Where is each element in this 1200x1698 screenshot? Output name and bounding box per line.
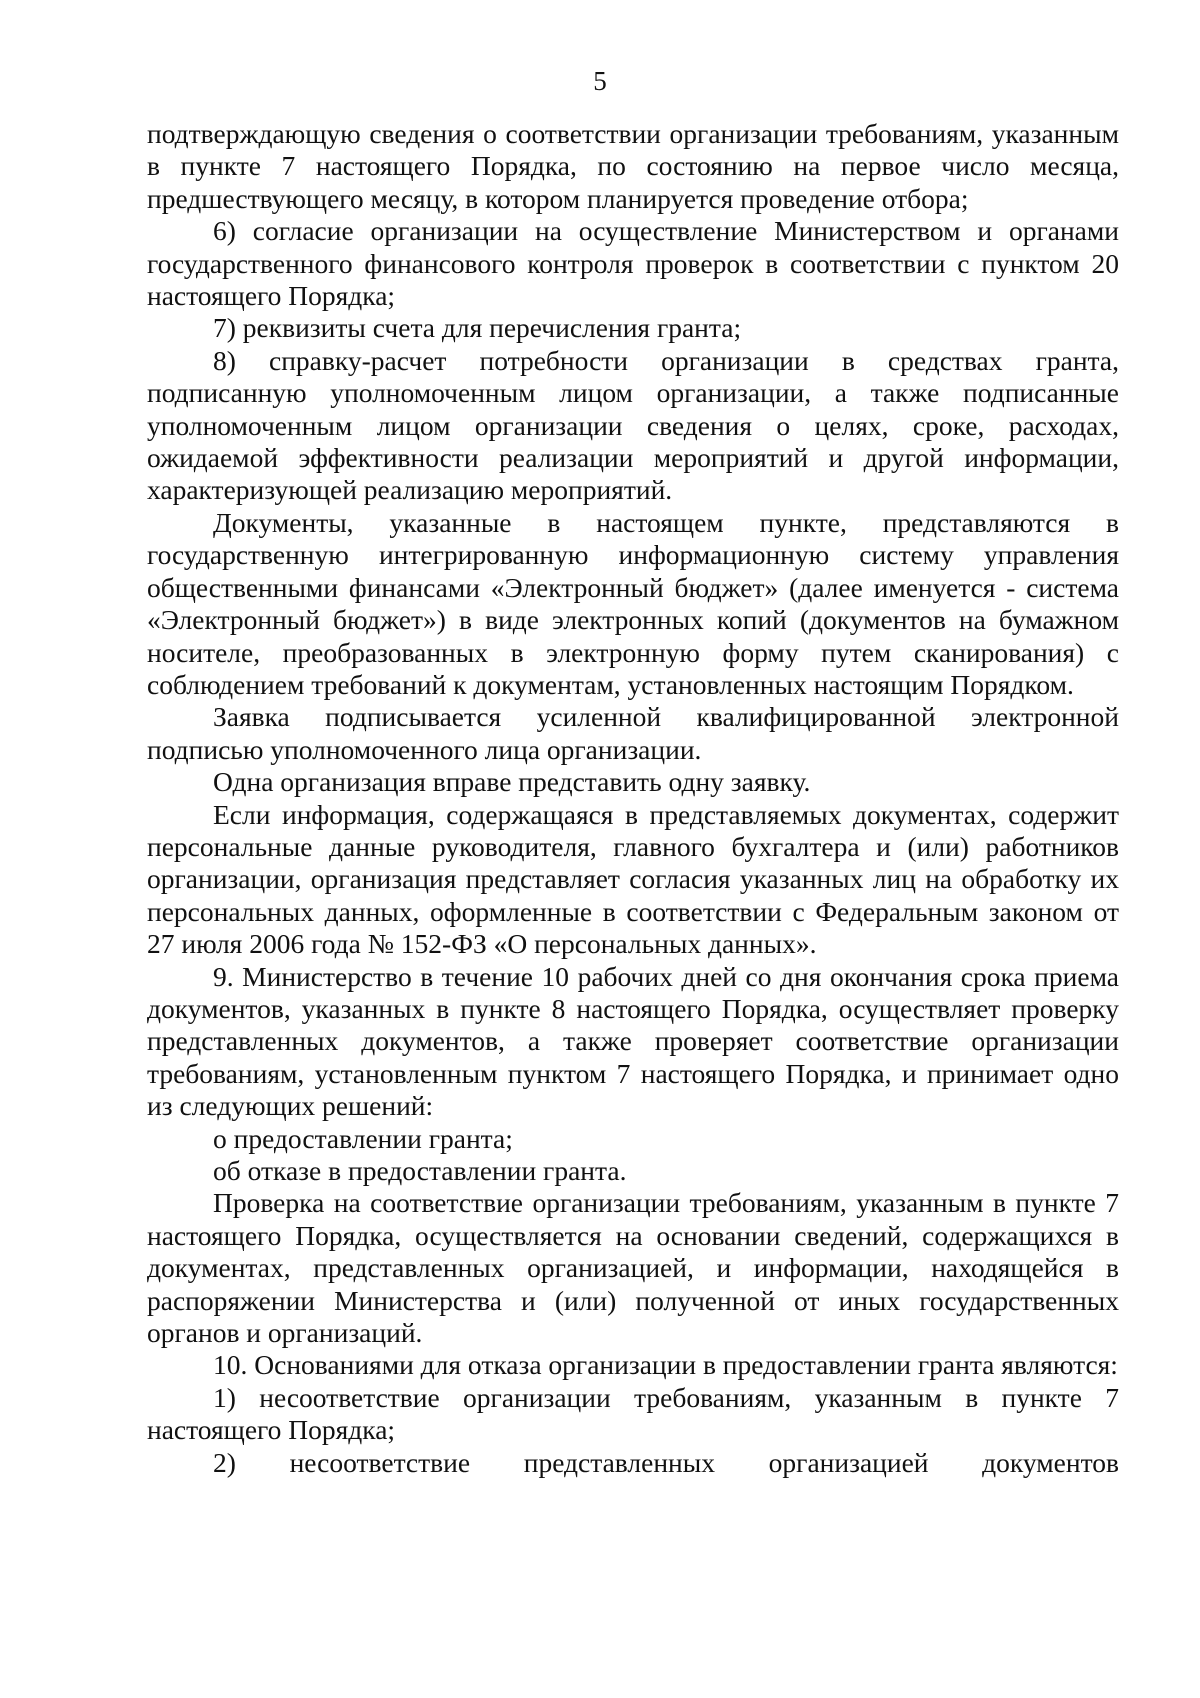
page-number: 5 [593,66,607,96]
paragraph-one-application: Одна организация вправе представить одну заявку. [213,766,811,798]
paragraph-application-signature: Заявка подписывается усиленной квалифицированной электронной подписью уполномоченного лица организации. [147,701,1119,765]
paragraph-refusal-reason-2: 2) несоответствие представленных организацией документов [213,1446,1119,1478]
paragraph-item-8: 8) справку-расчет потребности организации в средствах гранта, подписанную уполномоченным лицом организации, а также подписанные уполномоченным лицом организации сведения о целях, сроке, расходах, ожидаемой эффективности реализации мероприятий и другой информации, характеризующей реализацию мероприятий. [147,344,1119,506]
paragraph-section-10: 10. Основаниями для отказа организации в предоставлении гранта являются: [213,1349,1118,1381]
document-body [147,118,1119,1479]
paragraph-decision-grant: о предоставлении гранта; [213,1122,513,1154]
paragraph-verification: Проверка на соответствие организации требованиям, указанным в пункте 7 настоящего Порядка, осуществляется на основании сведений, содержащихся в документах, представленных организацией, и информации, находящейся в распоряжении Министерства и (или) полученной от иных государственных органов и организаций. [147,1187,1119,1349]
paragraph-decision-refusal: об отказе в предоставлении гранта. [213,1155,627,1186]
paragraph-refusal-reason-1: 1) несоответствие организации требованиям, указанным в пункте 7 настоящего Порядка; [147,1381,1119,1446]
paragraph-item-7: 7) реквизиты счета для перечисления гранта; [213,312,742,344]
paragraph-item-6: 6) согласие организации на осуществление Министерством и органами государственного финансового контроля проверок в соответствии с пунктом 20 настоящего Порядка; [147,215,1119,312]
paragraph-continuation: подтверждающую сведения о соответствии организации требованиям, указанным в пункте 7 настоящего Порядка, по состоянию на первое число месяца, предшествующего месяцу, в котором планируется проведение отбора; [147,118,1119,214]
paragraph-personal-data: Если информация, содержащаяся в представляемых документах, содержит персональные данные руководителя, главного бухгалтера и (или) работников организации, организация представляет согласия указанных лиц на обработку их персональных данных, оформленные в соответствии с Федеральным законом от 27 июля 2006 года № 152-ФЗ «О персональных данных». [147,798,1119,960]
paragraph-section-9: 9. Министерство в течение 10 рабочих дней со дня окончания срока приема документов, указанных в пункте 8 настоящего Порядка, осуществляет проверку представленных документов, а также проверяет соответствие организации требованиям, установленным пунктом 7 настоящего Порядка, и принимает одно из следующих решений: [147,960,1119,1122]
paragraph-documents: Документы, указанные в настоящем пункте, представляются в государственную интегрированную информационную систему управления общественными финансами «Электронный бюджет» (далее именуется - система «Электронный бюджет») в виде электронных копий (документов на бумажном носителе, преобразованных в электронную форму путем сканирования) с соблюдением требований к документам, установленных настоящим Порядком. [147,506,1119,700]
